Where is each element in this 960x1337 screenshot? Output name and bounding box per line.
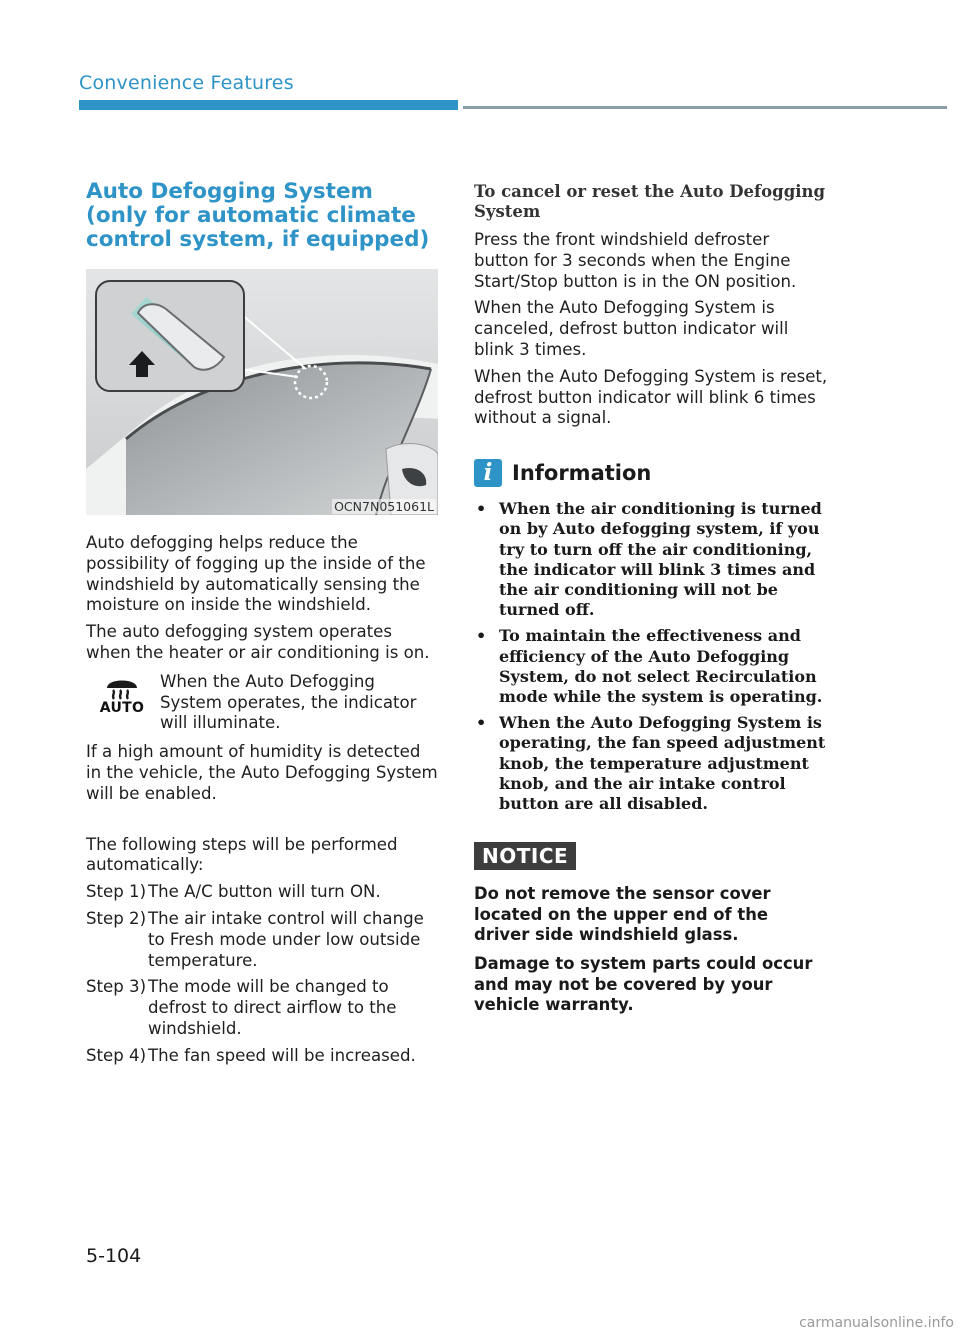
information-heading — [474, 459, 829, 487]
operation-paragraph: The auto defogging system operates when the heater or air conditioning is on. — [86, 622, 430, 662]
bullet: • — [476, 499, 487, 519]
steps-list — [86, 882, 438, 1066]
bullet: • — [476, 713, 487, 733]
cancel-reset-subheading: To cancel or reset the Auto Defogging System — [474, 182, 826, 221]
humidity-paragraph: If a high amount of humidity is detected in the vehicle, the Auto Defogging System will be enabled. — [86, 742, 438, 803]
indicator-paragraph: When the Auto Defogging System operates, the indicator will illuminate. — [160, 671, 417, 733]
step-text: The air intake control will change to Fresh mode under low outside temperature. — [148, 908, 424, 970]
information-item-text: When the Auto Defogging System is operating, the fan speed adjustment knob, the temperature adjustment knob, and the air intake control button are all disabled. — [499, 713, 826, 814]
step-text: The mode will be changed to defrost to direct airflow to the windshield. — [148, 977, 397, 1038]
notice-paragraph: Do not remove the sensor cover located on the upper end of the driver side windshield glass. — [474, 884, 771, 945]
chapter-title: Convenience Features — [79, 72, 294, 94]
page-number: 5-104 — [86, 1245, 142, 1267]
bullet: • — [476, 626, 487, 646]
cancel-instruction: Press the front windshield defroster button for 3 seconds when the Engine Start/Stop button is in the ON position. — [474, 230, 797, 291]
step-label: Step 2) — [86, 908, 147, 928]
step-label: Step 3) — [86, 977, 147, 997]
windshield-illustration — [86, 269, 438, 515]
list-item — [474, 713, 829, 814]
information-title: Information — [512, 461, 652, 486]
steps-intro: The following steps will be performed automatically: — [86, 834, 398, 875]
step-item — [86, 882, 438, 903]
windshield-figure — [86, 269, 438, 515]
step-text: The A/C button will turn ON. — [148, 882, 381, 902]
notice-badge: NOTICE — [474, 842, 576, 870]
auto-icon-label: AUTO — [99, 699, 145, 716]
information-item-text: When the air conditioning is turned on by Auto defogging system, if you try to turn off the air conditioning, the indicator will blink 3 times and the air conditioning will not be turned off. — [499, 499, 822, 620]
section-title: Auto Defogging System (only for automatic climate control system, if equipped) — [86, 179, 430, 252]
watermark: carmanualsonline.info — [799, 1315, 954, 1331]
information-list — [474, 499, 829, 814]
step-item — [86, 1046, 438, 1067]
step-item — [86, 909, 438, 971]
step-item — [86, 977, 438, 1039]
notice-warranty-paragraph: Damage to system parts could occur and may not be covered by your vehicle warranty. — [474, 954, 813, 1015]
right-column — [474, 182, 829, 1016]
step-label: Step 1) — [86, 882, 147, 902]
step-text: The fan speed will be increased. — [148, 1045, 416, 1065]
list-item — [474, 499, 829, 620]
list-item — [474, 626, 829, 707]
step-label: Step 4) — [86, 1045, 147, 1065]
left-column — [86, 180, 438, 1067]
information-item-text: To maintain the effectiveness and efficiency of the Auto Defogging System, do not select Recirculation mode while the system is operating. — [499, 626, 823, 706]
intro-paragraph: Auto defogging helps reduce the possibility of fogging up the inside of the windshield by automatically sensing the moisture on inside the windshield. — [86, 533, 426, 615]
figure-code: OCN7N051061L — [334, 499, 434, 514]
reset-blink-note: When the Auto Defogging System is reset, defrost button indicator will blink 6 times without a signal. — [474, 366, 828, 428]
header-rule — [463, 106, 947, 109]
canceled-blink-note: When the Auto Defogging System is canceled, defrost button indicator will blink 3 times. — [474, 298, 789, 359]
defrost-symbol-icon — [103, 674, 141, 700]
auto-defrost-icon — [86, 672, 158, 734]
auto-defog-indicator-note — [86, 672, 438, 734]
header-accent-bar — [79, 100, 458, 110]
information-icon: i — [474, 459, 502, 487]
